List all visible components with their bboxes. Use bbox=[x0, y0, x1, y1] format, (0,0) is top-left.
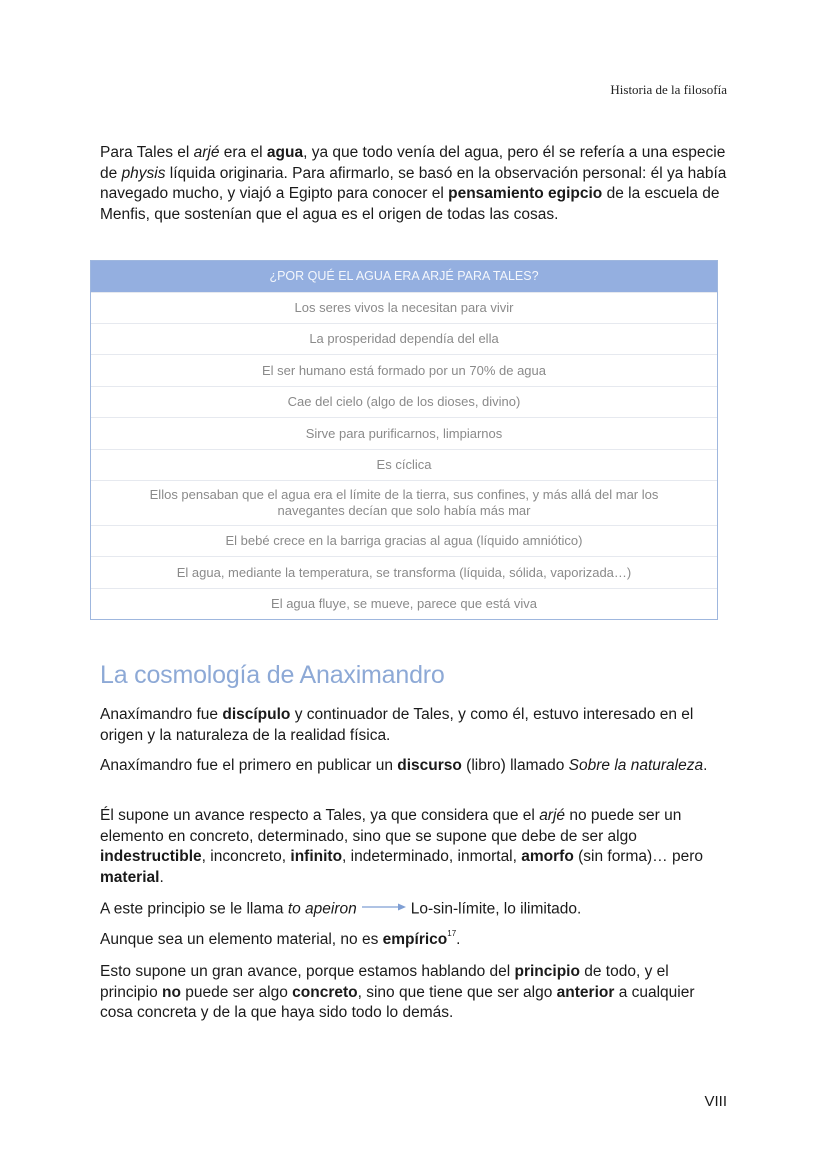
paragraph-text: Esto supone un gran avance, porque estamos hablando del bbox=[100, 963, 515, 980]
paragraph-text: (libro) llamado bbox=[461, 757, 569, 774]
section-title: La cosmología de Anaximandro bbox=[100, 661, 445, 689]
reasons-table-row: El agua, mediante la temperatura, se transforma (líquida, sólida, vaporizada…) bbox=[91, 556, 717, 588]
term-material: material bbox=[100, 868, 160, 886]
intro-text: , ya que todo venía del agua, pero él se refería a una especie de bbox=[100, 144, 726, 182]
reasons-table-row: Sirve para purificarnos, limpiarnos bbox=[91, 417, 717, 449]
term-infinito: infinito bbox=[290, 848, 343, 865]
intro-text: Para Tales el bbox=[100, 144, 194, 161]
intro-text: era el bbox=[219, 144, 267, 161]
paragraph-arje bbox=[100, 806, 728, 888]
right-arrow-icon bbox=[362, 898, 406, 919]
reasons-table-row: Los seres vivos la necesitan para vivir bbox=[91, 292, 717, 323]
paragraph-empirico bbox=[100, 930, 728, 951]
paragraph-principio bbox=[100, 962, 728, 1024]
intro-term-physis: physis bbox=[121, 164, 166, 182]
paragraph-text: Aunque sea un elemento material, no es bbox=[100, 931, 383, 948]
term-anterior: anterior bbox=[556, 983, 615, 1001]
paragraph-text: no puede ser un elemento en concreto, determinado, sino que se supone que debe de ser algo bbox=[100, 807, 682, 845]
paragraph-text: Él supone un avance respecto a Tales, ya que considera que el bbox=[100, 807, 540, 824]
paragraph-text: y continuador de Tales, y como él, estuvo interesado en el origen y la naturaleza de la realidad física. bbox=[100, 706, 694, 744]
paragraph-text: de todo, y el principio bbox=[100, 963, 669, 1001]
intro-paragraph bbox=[100, 143, 728, 225]
paragraph-text: , indeterminado, inmortal, bbox=[342, 848, 522, 865]
paragraph-text: a cualquier cosa concreta y de la que haya sido todo lo demás. bbox=[100, 983, 695, 1021]
term-to-apeiron: to apeiron bbox=[287, 900, 357, 918]
running-header: Historia de la filosofía bbox=[610, 82, 727, 97]
paragraph-text: , sino que tiene que ser algo bbox=[357, 983, 557, 1001]
reasons-table-row: Cae del cielo (algo de los dioses, divino) bbox=[91, 386, 717, 417]
reasons-table-row: El ser humano está formado por un 70% de agua bbox=[91, 354, 717, 386]
paragraph-text: . bbox=[159, 868, 164, 886]
paragraph-discipulo bbox=[100, 705, 728, 746]
reasons-table-row: Ellos pensaban que el agua era el límite de la tierra, sus confines, y más allá del mar los navegantes decían que solo había más mar bbox=[91, 480, 717, 525]
intro-term-arje: arjé bbox=[193, 144, 220, 161]
intro-text: de la escuela de Menfis, que sostenían que el agua es el origen de todas las cosas. bbox=[100, 185, 720, 223]
term-no: no bbox=[162, 983, 181, 1001]
term-amorfo: amorfo bbox=[521, 848, 574, 865]
apeiron-definition: Lo-sin-límite, lo ilimitado. bbox=[410, 900, 582, 918]
reasons-table-row: El bebé crece en la barriga gracias al agua (líquido amniótico) bbox=[91, 525, 717, 556]
term-arje: arjé bbox=[539, 807, 566, 824]
reasons-table-row: Es cíclica bbox=[91, 449, 717, 480]
term-concreto: concreto bbox=[292, 983, 358, 1001]
book-title: Sobre la naturaleza bbox=[568, 757, 704, 774]
paragraph-discurso bbox=[100, 756, 728, 777]
paragraph-text: , inconcreto, bbox=[201, 848, 291, 865]
footnote-marker[interactable]: 17 bbox=[447, 929, 457, 938]
term-principio: principio bbox=[514, 963, 580, 980]
intro-term-agua: agua bbox=[266, 144, 304, 161]
intro-term-pensamiento-egipcio: pensamiento egipcio bbox=[448, 185, 603, 202]
term-discipulo: discípulo bbox=[222, 706, 291, 723]
term-empirico: empírico bbox=[382, 931, 448, 948]
paragraph-text: puede ser algo bbox=[180, 983, 293, 1001]
page-number: VIII bbox=[704, 1093, 727, 1110]
paragraph-text: (sin forma)… pero bbox=[573, 848, 703, 865]
intro-text: líquida originaria. Para afirmarlo, se basó en la observación personal: él ya había navegado mucho, y viajó a Egipto para conocer el bbox=[100, 164, 727, 202]
paragraph-text: . bbox=[703, 757, 708, 774]
paragraph-text: Anaxímandro fue el primero en publicar un bbox=[100, 757, 398, 774]
paragraph-text: Anaxímandro fue bbox=[100, 706, 223, 723]
paragraph-apeiron bbox=[100, 898, 728, 921]
paragraph-text: . bbox=[456, 931, 461, 948]
reasons-table-row: El agua fluye, se mueve, parece que está viva bbox=[91, 588, 717, 619]
term-indestructible: indestructible bbox=[100, 848, 202, 865]
reasons-table-header: ¿POR QUÉ EL AGUA ERA ARJÉ PARA TALES? bbox=[91, 261, 717, 292]
reasons-table-row: La prosperidad dependía del ella bbox=[91, 323, 717, 354]
term-discurso: discurso bbox=[397, 757, 462, 774]
reasons-table bbox=[90, 260, 718, 620]
paragraph-text: A este principio se le llama bbox=[100, 900, 288, 918]
